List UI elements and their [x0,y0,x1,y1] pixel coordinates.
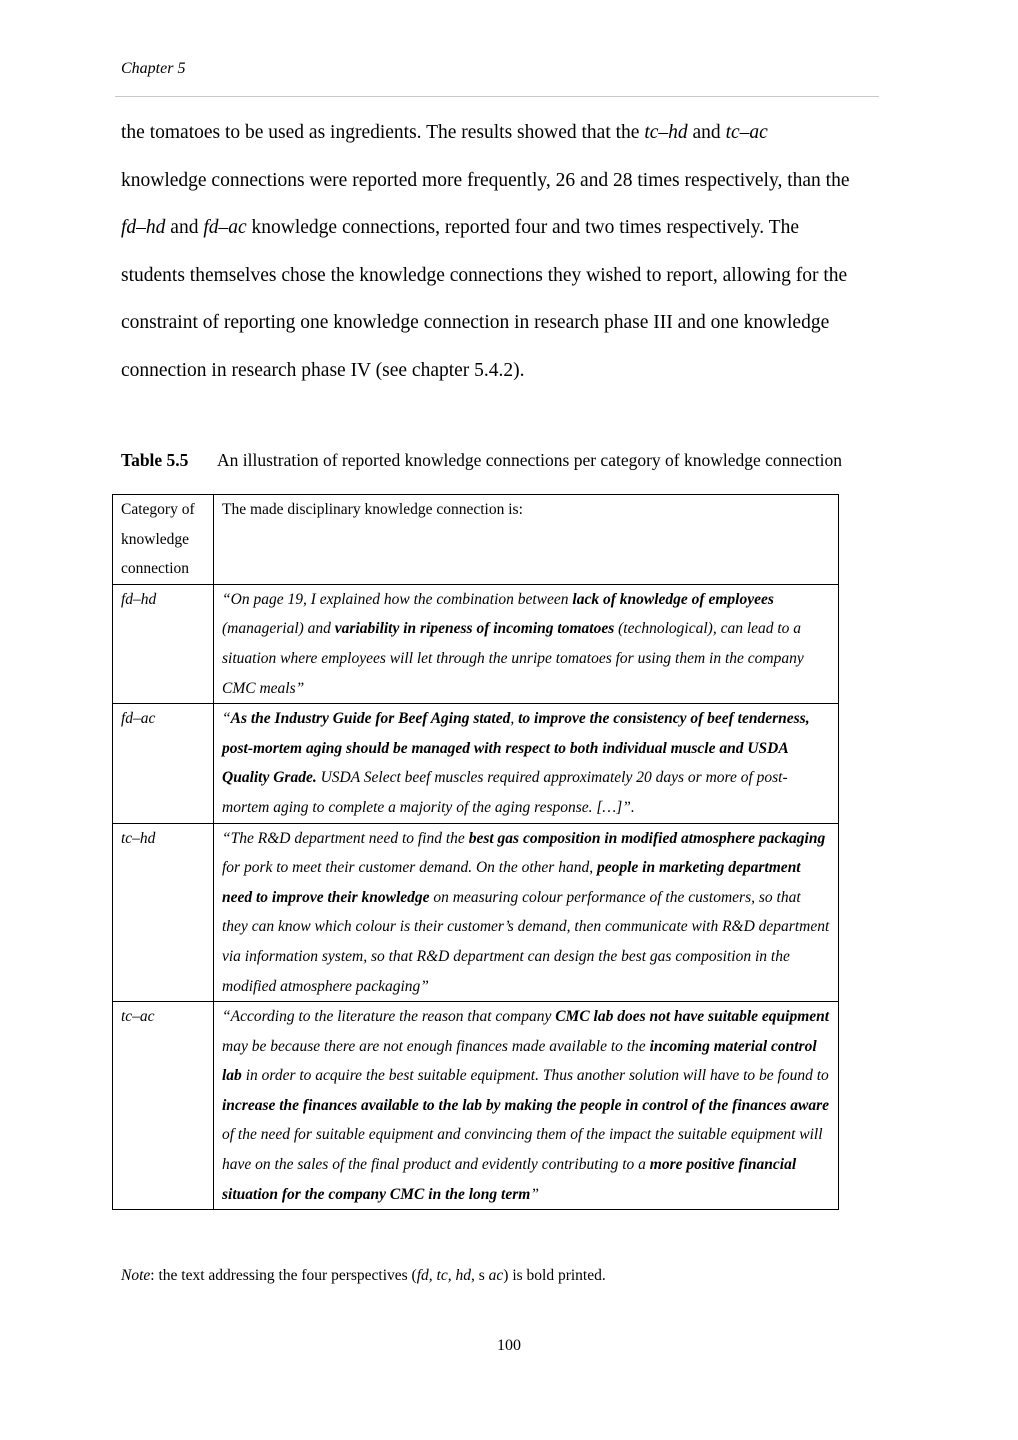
text-run: “On page 19, I explained how the combination between [222,590,573,608]
body-paragraph [121,112,896,397]
text-run: may be because there are not enough finances made available to the [222,1037,650,1055]
knowledge-connection-table [112,494,839,1210]
body-line [121,112,896,160]
text-run: (technological), can lead to a situation where employees will let through the unripe tomatoes for using them in the company CMC meals” [222,620,804,697]
text-run: USDA Select beef muscles required approximately 20 days or more of post-mortem aging to complete a majority of the aging response. […]”. [222,769,788,816]
table-row [113,1002,839,1210]
term: tc–hd [644,122,688,143]
header-divider [115,96,879,97]
body-line: connection in research phase IV (see chapter 5.4.2). [121,359,525,381]
bold-text-run: CMC lab does not have suitable equipment [555,1008,830,1026]
page-number: 100 [497,1337,521,1354]
category-cell: fd–ac [113,704,214,823]
text-run: in order to acquire the best suitable equipment. Thus another solution will have to be found to [241,1067,829,1085]
text-run: on measuring colour performance of the customers, so that they can know which colour is their customer’s demand, then communicate with R&D department via information system, so that R&D department can design the best gas composition in the modified atmosphere packaging” [222,888,830,995]
header-cell-statement: The made disciplinary knowledge connection is: [214,495,839,585]
text-run: and [165,217,204,238]
text-run: (managerial) and [222,620,335,638]
term: fd–hd [121,217,166,238]
statement-cell [214,823,839,1002]
text-run: ” [530,1185,539,1203]
statement-cell [214,704,839,823]
text-run: s [474,1267,489,1284]
body-line: constraint of reporting one knowledge connection in research phase III and one knowledge [121,312,830,333]
note-label: Note [121,1267,151,1284]
header-cell-category: Category of knowledge connection [113,495,214,585]
category-cell: tc–ac [113,1002,214,1210]
table-caption-text: An illustration of reported knowledge connections per category of knowledge connection [217,450,842,470]
bold-text-run: variability in ripeness of incoming tomatoes [334,620,615,638]
text-run: “ [222,710,231,728]
text-run: and [687,122,726,143]
table-header-row [113,495,839,585]
bold-text-run: people in marketing department need to improve their knowledge [222,859,801,906]
text-run: , [510,710,519,728]
text-run: for pork to meet their customer demand. On the other hand, [222,859,597,877]
bold-text-run: incoming material control lab [222,1037,817,1085]
bold-text-run: lack of knowledge of employees [572,590,774,608]
text-run: “According to the literature the reason that company [222,1008,556,1026]
table-caption-label: Table 5.5 [121,450,189,470]
text-run: of the need for suitable equipment and convincing them of the impact the suitable equipment will have on the sales of the final product and evidently contributing to a [222,1126,823,1174]
table-note [121,1267,606,1285]
body-line: students themselves chose the knowledge connections they wished to report, allowing for the [121,264,848,286]
statement-cell [214,1002,839,1210]
bold-text-run: to improve the consistency of beef tenderness, post-mortem aging should be managed with respect to both individual muscle and USDA Quality Grade. [222,710,810,787]
term: ac [488,1267,504,1284]
table-caption [121,450,842,471]
bold-text-run: more positive financial situation for the company CMC in the long term [222,1156,797,1203]
category-cell: tc–hd [113,823,214,1002]
body-line [121,207,896,255]
term: tc–ac [725,122,768,143]
text-run: the tomatoes to be used as ingredients. The results showed that the [121,122,645,143]
bold-text-run: best gas composition in modified atmosphere packaging [468,829,826,847]
table-row [113,823,839,1002]
term: fd–ac [203,217,247,238]
table-row [113,704,839,823]
bold-text-run: As the Industry Guide for Beef Aging stated [230,710,511,728]
running-header: Chapter 5 [121,60,186,77]
text-run: : the text addressing the four perspectives ( [150,1267,417,1284]
table-row [113,584,839,703]
text-run: “The R&D department need to find the [222,829,469,847]
term: fd, tc, hd, [416,1267,475,1284]
text-run: ) is bold printed. [503,1267,606,1284]
statement-cell [214,584,839,703]
category-cell: fd–hd [113,584,214,703]
body-line: knowledge connections were reported more frequently, 26 and 28 times respectively, than the [121,169,850,191]
text-run: knowledge connections, reported four and two times respectively. The [246,217,799,238]
bold-text-run: increase the finances available to the lab by making the people in control of the finances aware [222,1096,830,1114]
